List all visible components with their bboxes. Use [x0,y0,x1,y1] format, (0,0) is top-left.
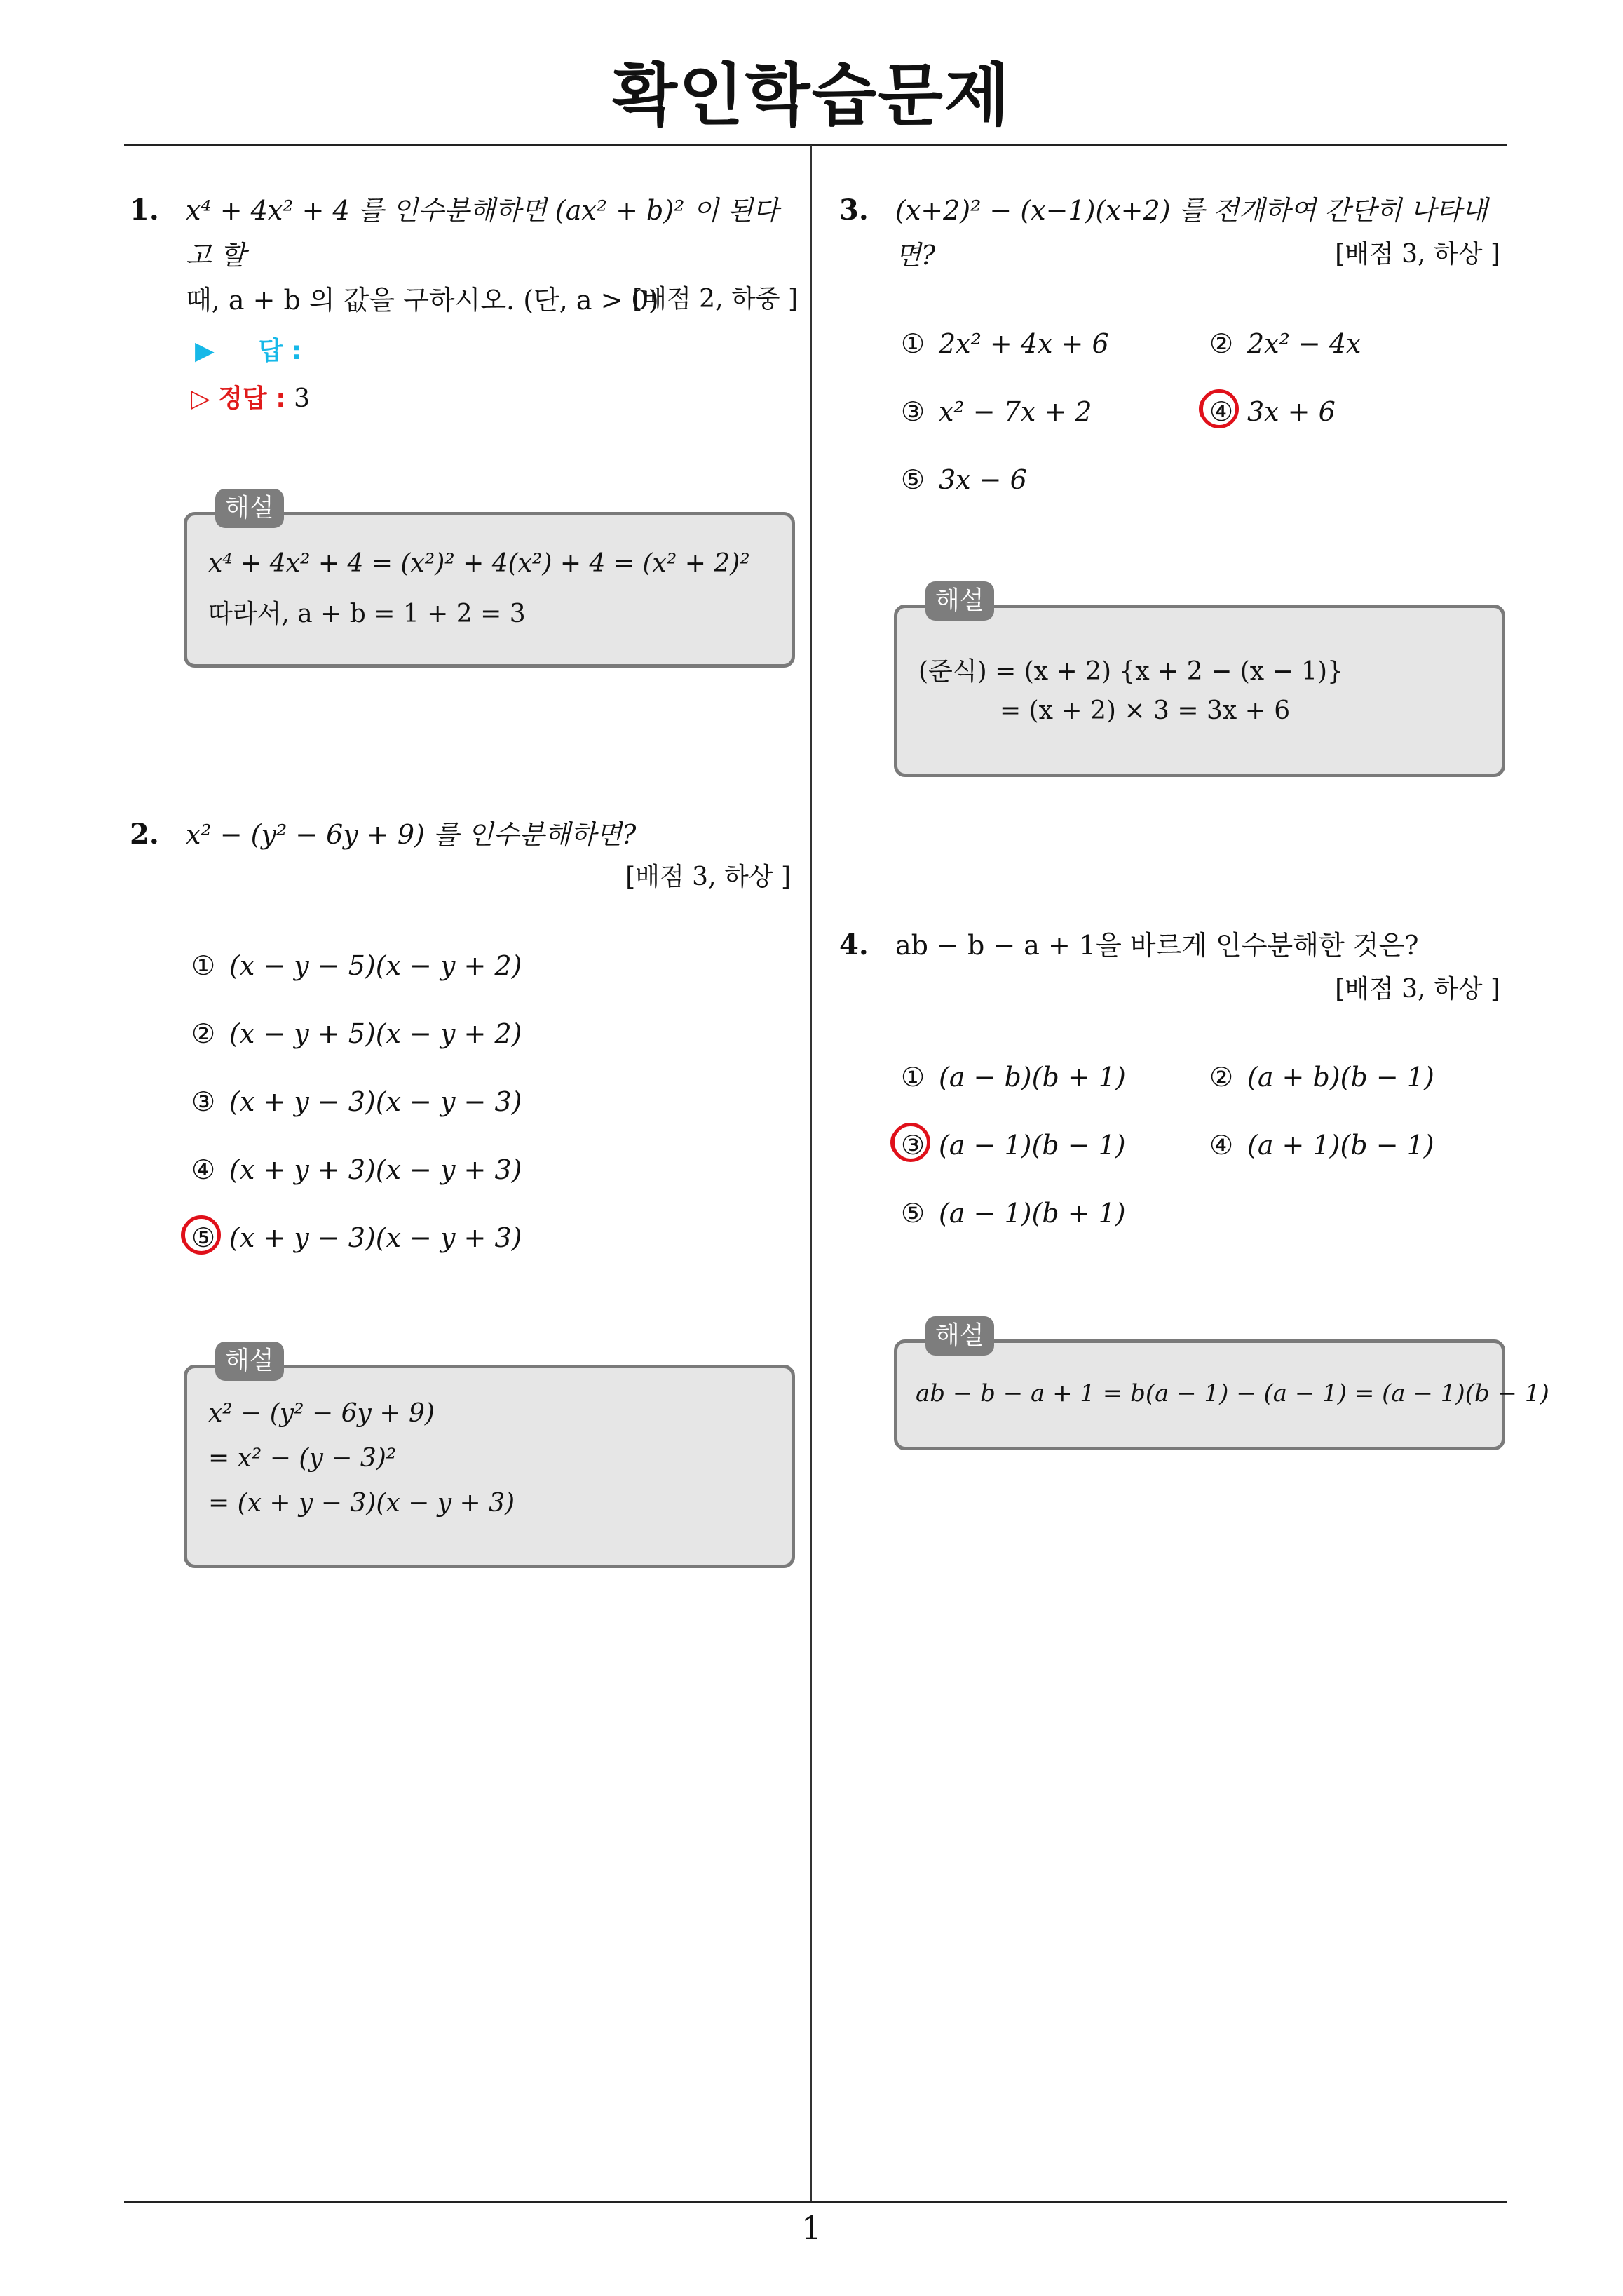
choice-mark: ② [1209,328,1234,359]
question-text-line: 때, a + b 의 값을 구하시오. (단, a > 0) [186,285,659,316]
page-number: 1 [801,2209,822,2247]
explanation-line: = x² − (y − 3)² [208,1444,397,1473]
explanation-line: x² − (y² − 6y + 9) [208,1399,435,1428]
choice-text: (a − 1)(b + 1) [939,1198,1126,1229]
explanation-tag: 해설 [215,1342,284,1381]
choice-mark: ④ [1209,1130,1234,1161]
choice-text: (a + b)(b − 1) [1247,1062,1434,1093]
answer-row [195,331,301,367]
explanation-box [184,494,795,668]
outline-arrow-icon: ▷ [191,384,210,413]
choice-text: (a − b)(b + 1) [939,1062,1126,1093]
choice-4[interactable] [1209,396,1336,427]
choice-5[interactable] [901,464,1027,495]
choice-4[interactable] [191,1154,522,1185]
column-divider [810,145,812,2202]
question-text-line: x⁴ + 4x² + 4 를 인수분해하면 (ax² + b)² 이 된다고 할 [186,195,779,271]
explanation-line: ab − b − a + 1 = b(a − 1) − (a − 1) = (a − 1)(b − 1) [916,1379,1549,1407]
choice-text: 3x − 6 [939,464,1027,495]
choice-text: (a + 1)(b − 1) [1247,1130,1434,1161]
choice-mark: ② [191,1018,216,1049]
selected-circle-icon [1200,389,1239,428]
explanation-tag: 해설 [925,581,994,621]
choice-text: x² − 7x + 2 [939,396,1092,427]
question-number: 3. [839,194,869,227]
choice-mark-wrap [191,1222,229,1253]
choice-mark: ④ [1209,396,1234,427]
choice-text: (x + y + 3)(x − y + 3) [229,1154,522,1185]
explanation-line: = (x + y − 3)(x − y + 3) [208,1489,515,1518]
question-number: 2. [130,818,159,851]
score-meta: [배점 3, 하상 ] [625,863,791,891]
score-meta: [배점 3, 하상 ] [1335,240,1500,269]
explanation-box [894,1321,1549,1450]
correct-answer-value: 3 [294,384,310,413]
choice-mark: ② [1209,1062,1234,1093]
question-number: 1. [130,194,159,227]
selected-circle-icon [182,1215,221,1255]
choice-2[interactable] [191,1018,522,1049]
explanation-line: (준식) = (x + 2) {x + 2 − (x − 1)} [918,657,1343,686]
choice-mark: ① [191,950,216,981]
correct-answer-row [191,379,310,414]
choice-text: 2x² + 4x + 6 [939,328,1109,359]
choice-3[interactable] [901,1130,1126,1161]
selected-circle-icon [891,1123,930,1162]
choice-text: (x − y − 5)(x − y + 2) [229,950,522,981]
score-meta: [배점 3, 하상 ] [1335,975,1500,1004]
choice-5[interactable] [191,1222,522,1253]
choice-text: (x + y − 3)(x − y + 3) [229,1222,522,1253]
explanation-box [184,1346,795,1568]
choice-mark-wrap [1209,396,1247,427]
choice-mark: ④ [191,1154,216,1185]
question-text-line: x² − (y² − 6y + 9) 를 인수분해하면? [186,819,637,850]
choice-2[interactable] [1209,328,1361,359]
explanation-line: 따라서, a + b = 1 + 2 = 3 [208,600,526,628]
explanation-tag: 해설 [215,489,284,528]
question-number: 4. [839,928,869,961]
choice-mark: ① [901,328,925,359]
choice-text: 2x² − 4x [1247,328,1361,359]
explanation-line: = (x + 2) × 3 = 3x + 6 [1000,696,1291,725]
play-arrow-icon: ▶ [195,337,215,365]
choice-text: (x − y + 5)(x − y + 2) [229,1018,522,1049]
choice-4[interactable] [1209,1130,1434,1161]
choice-mark: ⑤ [901,464,925,495]
choice-mark: ① [901,1062,925,1093]
choice-1[interactable] [901,1062,1126,1093]
choice-1[interactable] [901,328,1109,359]
explanation-tag: 해설 [925,1316,994,1356]
answer-label: 답 : [258,337,302,365]
choice-mark: ⑤ [191,1222,216,1253]
bottom-divider [124,2201,1507,2203]
choice-mark: ③ [901,396,925,427]
choice-mark: ⑤ [901,1198,925,1229]
correct-answer-label: 정답 : [218,384,286,413]
choice-5[interactable] [901,1198,1126,1229]
choice-3[interactable] [191,1086,522,1117]
choice-1[interactable] [191,950,522,981]
choice-mark: ③ [191,1086,216,1117]
choice-2[interactable] [1209,1062,1434,1093]
choice-text: (a − 1)(b − 1) [939,1130,1126,1161]
explanation-line: x⁴ + 4x² + 4 = (x²)² + 4(x²) + 4 = (x² + 2)² [208,549,750,578]
choice-text: 3x + 6 [1247,396,1336,427]
question-text-line: ab − b − a + 1을 바르게 인수분해한 것은? [895,930,1419,961]
choice-mark-wrap [901,1130,939,1161]
choice-text: (x + y − 3)(x − y − 3) [229,1086,522,1117]
page-title: 확인학습문제 [612,56,1011,135]
choice-mark: ③ [901,1130,925,1161]
choice-3[interactable] [901,396,1092,427]
question-text-line: (x+2)² − (x−1)(x+2) 를 전개하여 간단히 나타내면? [895,195,1488,271]
score-meta: [배점 2, 하중 ] [632,285,798,313]
top-divider [124,144,1507,146]
explanation-box [894,586,1505,777]
